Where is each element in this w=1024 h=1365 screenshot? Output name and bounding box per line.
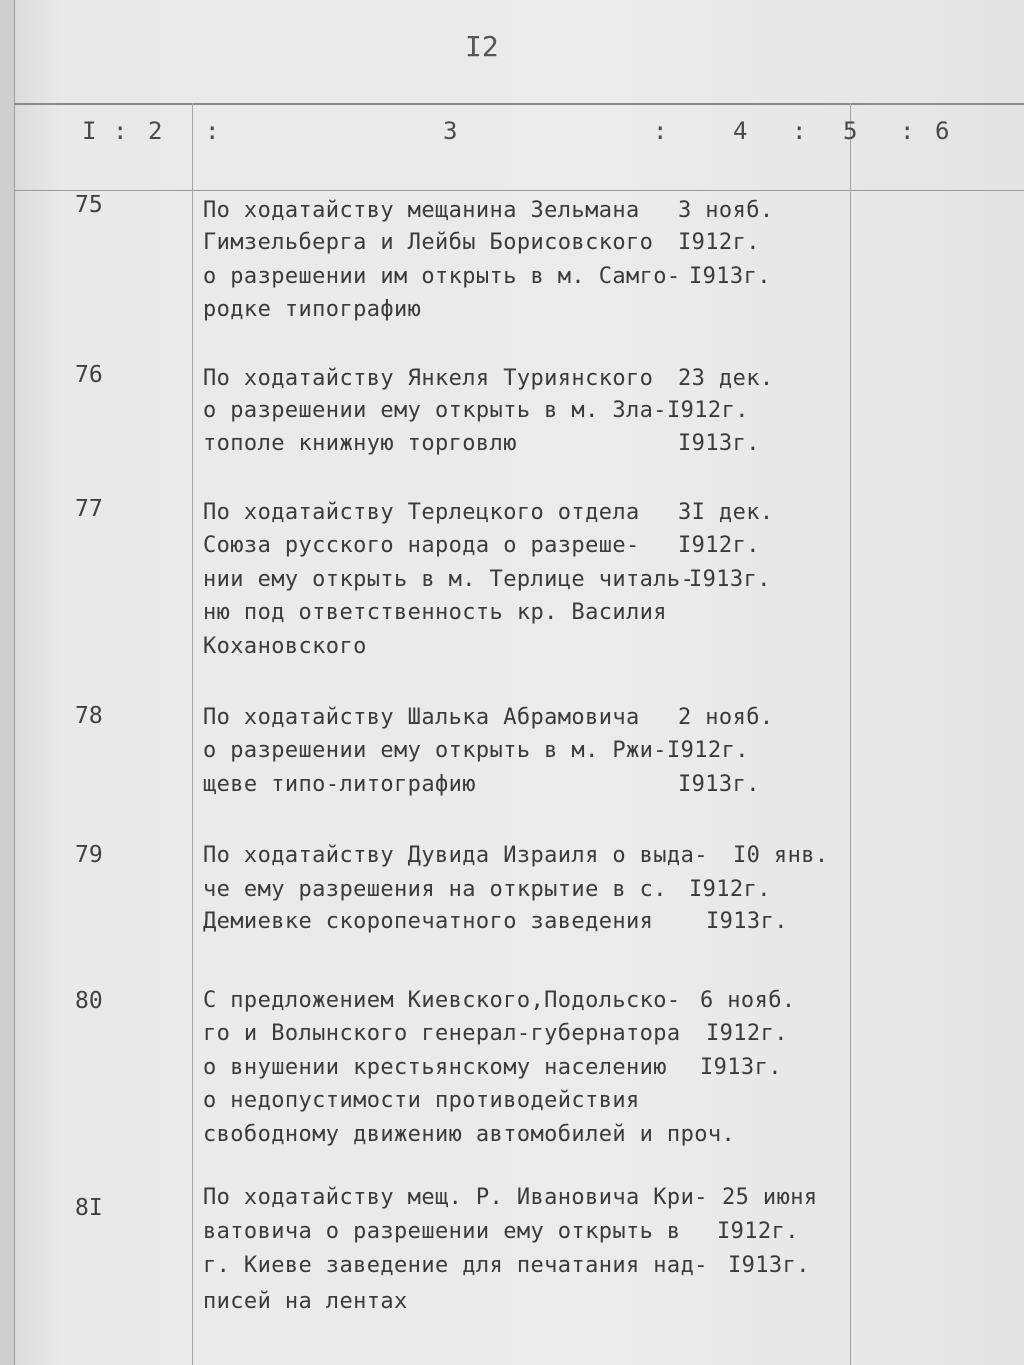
column-separator: :: [900, 117, 915, 145]
entry-text-line: щеве типо-литографию: [203, 772, 476, 797]
entry-text-line: о разрешении им открыть в м. Самго-: [203, 264, 681, 289]
column-separator: :: [113, 117, 128, 145]
entry-text-line: По ходатайству мещанина Зельмана: [203, 198, 640, 223]
column-header: 3: [443, 117, 458, 145]
entry-text-line: ватовича о разрешении ему открыть в: [203, 1219, 681, 1244]
header-rule-top: [14, 103, 1024, 105]
entry-text-line: го и Волынского генерал-губернатора: [203, 1021, 681, 1046]
entry-date: 23 дек.: [678, 366, 774, 391]
column-separator: :: [792, 117, 807, 145]
column-divider-1: [192, 103, 193, 1365]
entry-date: I0 янв.: [733, 843, 829, 868]
column-header: 5: [843, 117, 858, 145]
entry-text-line: Союза русского народа о разреше-: [203, 533, 640, 558]
entry-number: 76: [75, 362, 103, 388]
entry-text-line: о недопустимости противодействия: [203, 1088, 640, 1113]
entry-date: I913г.: [678, 772, 760, 797]
header-rule-bottom: [14, 190, 1024, 191]
entry-date: I913г.: [700, 1055, 782, 1080]
entry-date: 3I дек.: [678, 500, 774, 525]
entry-text-line: че ему разрешения на открытие в с.: [203, 877, 667, 902]
entry-text-line: тополе книжную торговлю: [203, 431, 517, 456]
entry-text-line: о внушении крестьянскому населению: [203, 1055, 667, 1080]
entry-text-line: Демиевке скоропечатного заведения: [203, 909, 654, 934]
entry-date: I913г.: [689, 264, 771, 289]
previous-page-edge: [0, 0, 15, 1365]
entry-date: 6 нояб.: [700, 988, 796, 1013]
entry-date: I913г.: [728, 1253, 810, 1278]
entry-date: 3 нояб.: [678, 198, 774, 223]
entry-text-line: писей на лентах: [203, 1289, 408, 1314]
entry-date: I912г.: [706, 1021, 788, 1046]
column-header: 2: [148, 117, 163, 145]
entry-number: 77: [75, 496, 103, 522]
page-number: I2: [465, 30, 499, 63]
entry-text-line: свободному движению автомобилей и проч.: [203, 1122, 736, 1147]
entry-date: 25 июня: [722, 1185, 818, 1210]
entry-date: I913г.: [678, 431, 760, 456]
entry-text-line: С предложением Киевского,Подольско-: [203, 988, 681, 1013]
entry-text-line: о разрешении ему открыть в м. Зла-: [203, 398, 667, 423]
entry-date: I912г.: [667, 738, 749, 763]
column-header: I: [82, 117, 97, 145]
entry-text-line: о разрешении ему открыть в м. Ржи-: [203, 738, 667, 763]
entry-text-line: Гимзельберга и Лейбы Борисовского: [203, 230, 654, 255]
column-header: 6: [935, 117, 950, 145]
entry-number: 79: [75, 842, 103, 868]
entry-text-line: г. Киеве заведение для печатания над-: [203, 1253, 708, 1278]
entry-number: 80: [75, 988, 103, 1014]
entry-date: I912г.: [689, 877, 771, 902]
entry-date: I912г.: [678, 230, 760, 255]
entry-text-line: родке типографию: [203, 297, 422, 322]
entry-date: I912г.: [678, 533, 760, 558]
entry-text-line: По ходатайству Дувида Израиля о выда-: [203, 843, 708, 868]
entry-text-line: нии ему открыть в м. Терлице читаль-: [203, 567, 695, 592]
column-divider-2: [850, 103, 851, 1365]
entry-text-line: По ходатайству Терлецкого отдела: [203, 500, 640, 525]
entry-date: 2 нояб.: [678, 705, 774, 730]
entry-number: 78: [75, 703, 103, 729]
entry-date: I912г.: [717, 1219, 799, 1244]
column-header: 4: [733, 117, 748, 145]
entry-text-line: По ходатайству мещ. Р. Ивановича Кри-: [203, 1185, 708, 1210]
entry-date: I913г.: [689, 567, 771, 592]
entry-date: I913г.: [706, 909, 788, 934]
entry-number: 75: [75, 192, 103, 218]
entry-text-line: По ходатайству Шалька Абрамовича: [203, 705, 640, 730]
entry-text-line: ню под ответственность кр. Василия: [203, 600, 667, 625]
entry-number: 8I: [75, 1195, 103, 1221]
entry-date: I912г.: [667, 398, 749, 423]
column-separator: :: [653, 117, 668, 145]
entry-text-line: По ходатайству Янкеля Туриянского: [203, 366, 654, 391]
column-separator: :: [205, 117, 220, 145]
entry-text-line: Кохановского: [203, 634, 367, 659]
